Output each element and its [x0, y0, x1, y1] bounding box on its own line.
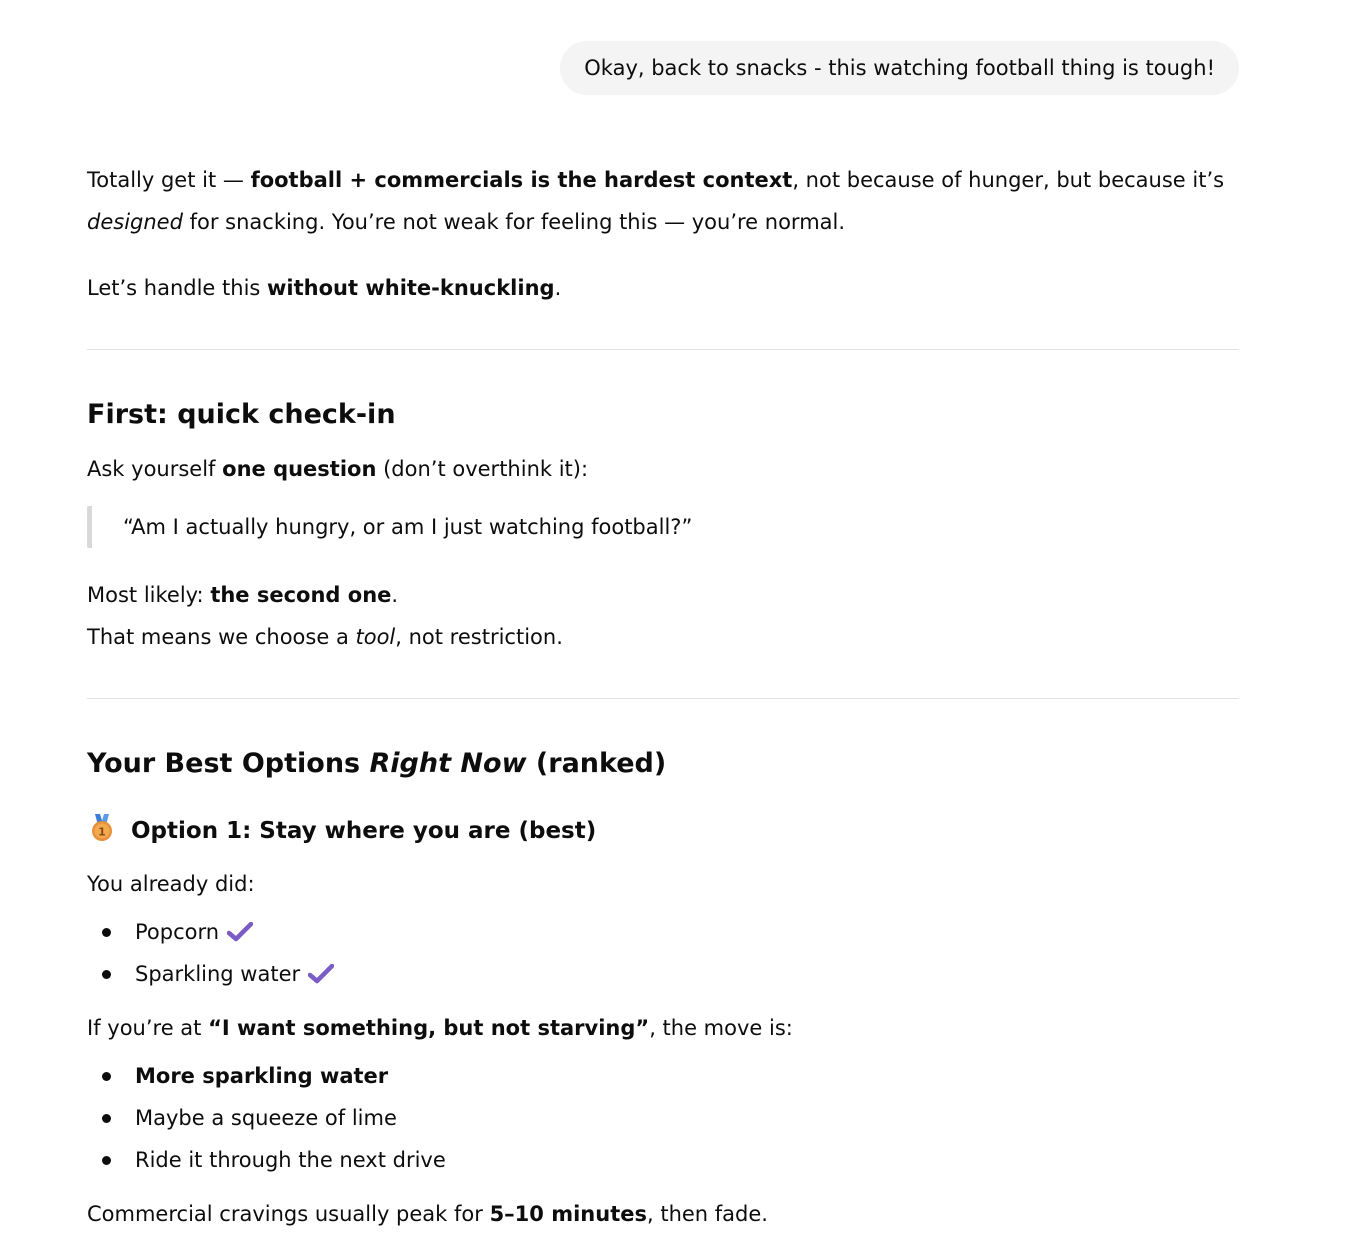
divider — [87, 698, 1239, 699]
already-did-text: You already did: — [87, 872, 255, 896]
check-mark-icon — [227, 920, 253, 950]
blockquote — [87, 506, 692, 548]
means-text: That means we choose a tool, not restriction. — [87, 625, 563, 649]
bullet — [102, 1114, 111, 1123]
user-message-bubble — [560, 41, 1239, 95]
list-item: More sparkling water — [135, 1061, 388, 1091]
first-place-medal-icon — [87, 814, 117, 851]
divider — [87, 349, 1239, 350]
option-1-heading: 1 Option 1: Stay where you are (best) — [87, 814, 596, 851]
section-heading-check-in: First: quick check-in — [87, 399, 396, 430]
list-item: Maybe a squeeze of lime — [135, 1103, 397, 1133]
cravings-peak-text: Commercial cravings usually peak for 5–10 minutes, then fade. — [87, 1202, 768, 1226]
bullet — [102, 1072, 111, 1081]
check-mark-icon — [308, 962, 334, 992]
intro-paragraph-line-2: designed for snacking. You’re not weak for feeling this — you’re normal. — [87, 210, 846, 234]
bullet — [102, 928, 111, 937]
intro-paragraph-handle: Let’s handle this without white-knuckling. — [87, 276, 562, 300]
user-message-text: Okay, back to snacks - this watching football thing is tough! — [584, 56, 1215, 80]
list-item: Popcorn — [135, 917, 253, 950]
list-item: Ride it through the next drive — [135, 1145, 446, 1175]
section-heading-options: Your Best Options Right Now (ranked) — [87, 748, 667, 779]
list-item: Sparkling water — [135, 959, 334, 992]
svg-text:1: 1 — [98, 825, 106, 839]
ask-yourself-text: Ask yourself one question (don’t overthink it): — [87, 457, 589, 481]
bullet — [102, 1156, 111, 1165]
if-youre-at-text: If you’re at “I want something, but not starving”, the move is: — [87, 1016, 793, 1040]
bullet — [102, 970, 111, 979]
quote-text: “Am I actually hungry, or am I just watching football?” — [123, 515, 693, 539]
most-likely-text: Most likely: the second one. — [87, 583, 399, 607]
intro-paragraph-line-1: Totally get it — football + commercials is the hardest context, not because of hunger, but because it’s — [87, 168, 1225, 192]
